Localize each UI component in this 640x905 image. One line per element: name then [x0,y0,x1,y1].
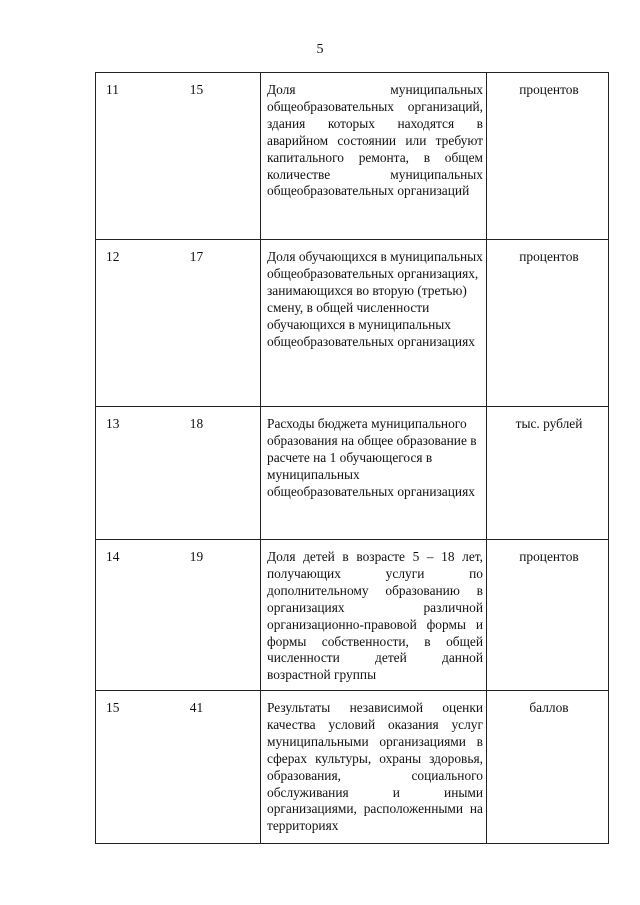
table-row [95,406,609,540]
indicator-description: Доля детей в возрасте 5 – 18 лет, получающих услуги по дополнительному образованию в организациях различной организационно-правовой формы и формы собственности, в общей численности детей данной возрастной группы [267,549,483,683]
table-row [95,690,609,844]
row-number: 11 [106,82,119,97]
indicator-description [267,249,483,350]
row-number: 14 [106,549,120,564]
indicator-description: Результаты независимой оценки качества условий оказания услуг муниципальными организациями в сферах культуры, охраны здоровья, образования, социального обслуживания и иными организациями, расположенными на территориях [267,700,483,834]
table-row [95,539,609,691]
indicator-code: 19 [189,549,204,564]
table-row [95,72,609,240]
unit-of-measure: тыс. рублей [515,416,583,431]
unit-of-measure: процентов [519,82,579,97]
unit-of-measure: процентов [519,249,579,264]
indicator-description: Расходы бюджета муниципального образования на общее образование в расчете на 1 обучающегося в муниципальных общеобразовательных организациях [267,416,477,499]
indicator-code: 18 [189,416,204,431]
indicator-code: 17 [189,249,204,264]
indicator-code: 15 [189,82,204,97]
row-number: 15 [106,700,120,715]
row-number: 12 [106,249,120,264]
table-row [95,239,609,407]
page-number: 5 [316,42,324,57]
indicator-description-text: Доля обучающихся в муниципальных общеобразовательных организациях, занимающихся во вторую (третью) смену, в общей численности обучающихся в муниципальных общеобразовательных организациях [267,249,483,349]
indicator-description: Доля муниципальных общеобразовательных организаций, здания которых находятся в аварийном состоянии или требуют капитального ремонта, в общем количестве муниципальных общеобразовательных организаций [267,82,483,199]
row-number: 13 [106,416,120,431]
unit-of-measure: процентов [519,549,579,564]
unit-of-measure: баллов [529,700,569,715]
indicator-code: 41 [189,700,204,715]
